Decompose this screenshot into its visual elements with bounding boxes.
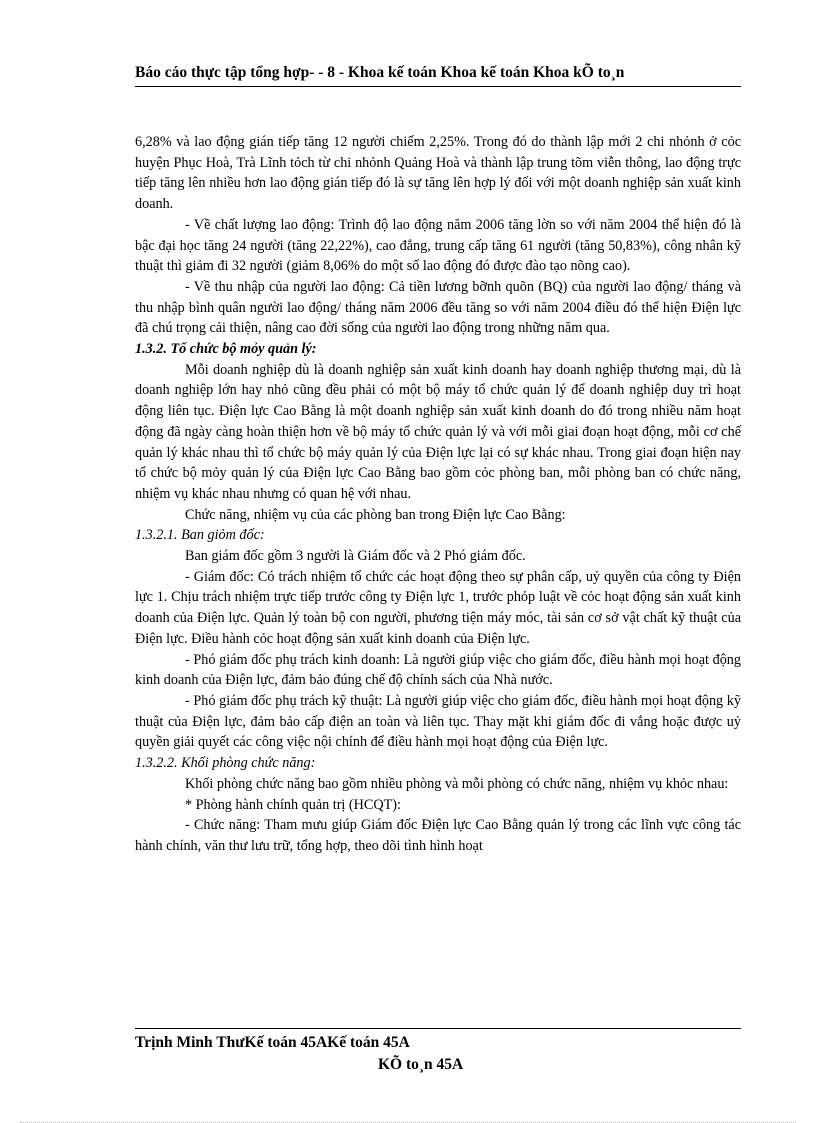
page-header: Báo cáo thực tập tổng hợp- - 8 - Khoa kế toán Khoa kế toán Khoa kÕ to¸n bbox=[135, 64, 625, 81]
footer-author: Trịnh Minh ThưKế toán 45AKế toán 45A bbox=[135, 1034, 410, 1051]
section-heading: 1.3.2. Tổ chức bộ mỏy quản lý: bbox=[135, 341, 317, 358]
paragraph: Khối phòng chức năng bao gồm nhiều phòng và mỗi phòng có chức năng, nhiệm vụ khỏc nhau: bbox=[185, 775, 729, 792]
paragraph: - Về thu nhập của người lao động: Cả tiền lương bỡnh quõn (BQ) của người lao động/ tháng và thu nhập bình quân người lao động/ tháng năm 2006 đều tăng so với năm 2004 điều đó thể hiện Điện lực đã chú trọng cải thiện, nâng cao đời sống của người lao động trong những năm qua. bbox=[135, 278, 741, 337]
document-body bbox=[135, 132, 741, 857]
paragraph: Chức năng, nhiệm vụ của các phòng ban trong Điện lực Cao Bằng: bbox=[185, 506, 566, 523]
paragraph: 6,28% và lao động gián tiếp tăng 12 người chiếm 2,25%. Trong đó do thành lập mới 2 chi nhỏnh ở cỏc huyện Phục Hoà, Trà Lĩnh tỏch từ chi nhỏnh Quảng Hoà và thành lập trung tõm viễn thông, lao động trực tiếp tăng lên nhiều hơn lao động gián tiếp đó là sự tăng lên hợp lý đối với một doanh nghiệp sản xuất kinh doanh. bbox=[135, 134, 741, 213]
paragraph: - Giám đốc: Có trách nhiệm tổ chức các hoạt động theo sự phân cấp, uỷ quyền của công ty Điện lực 1. Chịu trách nhiệm trực tiếp trước công ty Điện lực 1, trước phỏp luật về cỏc hoạt động sản xuất kinh doanh của Điện lực. Quản lý toàn bộ con người, phương tiện máy móc, tài sản cơ sở vật chất kỹ thuật của Điện lực. Điều hành cỏc hoạt động sản xuất kinh doanh của Điện lực. bbox=[135, 568, 741, 647]
paragraph: Ban giám đốc gồm 3 người là Giám đốc và 2 Phó giám đốc. bbox=[185, 548, 526, 565]
paragraph: - Phó giám đốc phụ trách kinh doanh: Là người giúp việc cho giám đốc, điều hành mọi hoạt động kinh doanh của Điện lực, đảm bảo đúng chế độ chính sách của Nhà nước. bbox=[135, 651, 741, 689]
paragraph: - Phó giám đốc phụ trách kỹ thuật: Là người giúp việc cho giám đốc, điều hành mọi hoạt động kỹ thuật của Điện lực, đảm bảo cấp điện an toàn và liên tục. Thay mặt khi giám đốc đi vắng hoặc được uỷ quyền giải quyết các công việc nội chính để điều hành mọi hoạt động của Điện lực. bbox=[135, 692, 741, 751]
paragraph: - Về chất lượng lao động: Trình độ lao động năm 2006 tăng lờn so với năm 2004 thể hiện đó là bậc đại học tăng 24 người (tăng 22,22%), cao đẳng, trung cấp tăng 61 người (tăng 50,83%), công nhân kỹ thuật thì giảm đi 32 người (giảm 8,06% do một số lao động đó được đào tạo nõng cao). bbox=[135, 216, 741, 275]
footer-class: KÕ to¸n 45A bbox=[378, 1056, 464, 1073]
paragraph: Mỗi doanh nghiệp dù là doanh nghiệp sản xuất kinh doanh hay doanh nghiệp thương mại, dù là doanh nghiệp lớn hay nhỏ cũng đều phải có một bộ máy tổ chức quản lý để doanh nghiệp duy trì hoạt động liên tục. Điện lực Cao Bằng là một doanh nghiệp sản xuất kinh doanh do đó trong nhiều năm hoạt động đã ngày càng hoàn thiện hơn về bộ máy tổ chức quản lý và với mỗi giai đoạn hoạt động, mỗi cơ chế quản lý khác nhau thì tổ chức bộ máy quản lý của Điện lực lại có sự khác nhau. Trong giai đoạn hiện nay tổ chức bộ mỏy quản lý của Điện lực Cao Bằng bao gồm cỏc phòng ban, mỗi phòng ban có chức năng, nhiệm vụ khác nhau nhưng có quan hệ với nhau. bbox=[135, 361, 741, 502]
list-heading: * Phòng hành chính quản trị (HCQT): bbox=[185, 796, 401, 813]
footer-divider bbox=[135, 1028, 741, 1029]
subsection-heading: 1.3.2.2. Khối phòng chức năng: bbox=[135, 755, 316, 772]
header-divider bbox=[135, 86, 741, 87]
paragraph: - Chức năng: Tham mưu giúp Giám đốc Điện lực Cao Bằng quản lý trong các lĩnh vực công tác hành chính, văn thư lưu trữ, tổng hợp, theo dõi tình hình hoạt bbox=[135, 817, 741, 854]
subsection-heading: 1.3.2.1. Ban giỏm đốc: bbox=[135, 527, 265, 544]
